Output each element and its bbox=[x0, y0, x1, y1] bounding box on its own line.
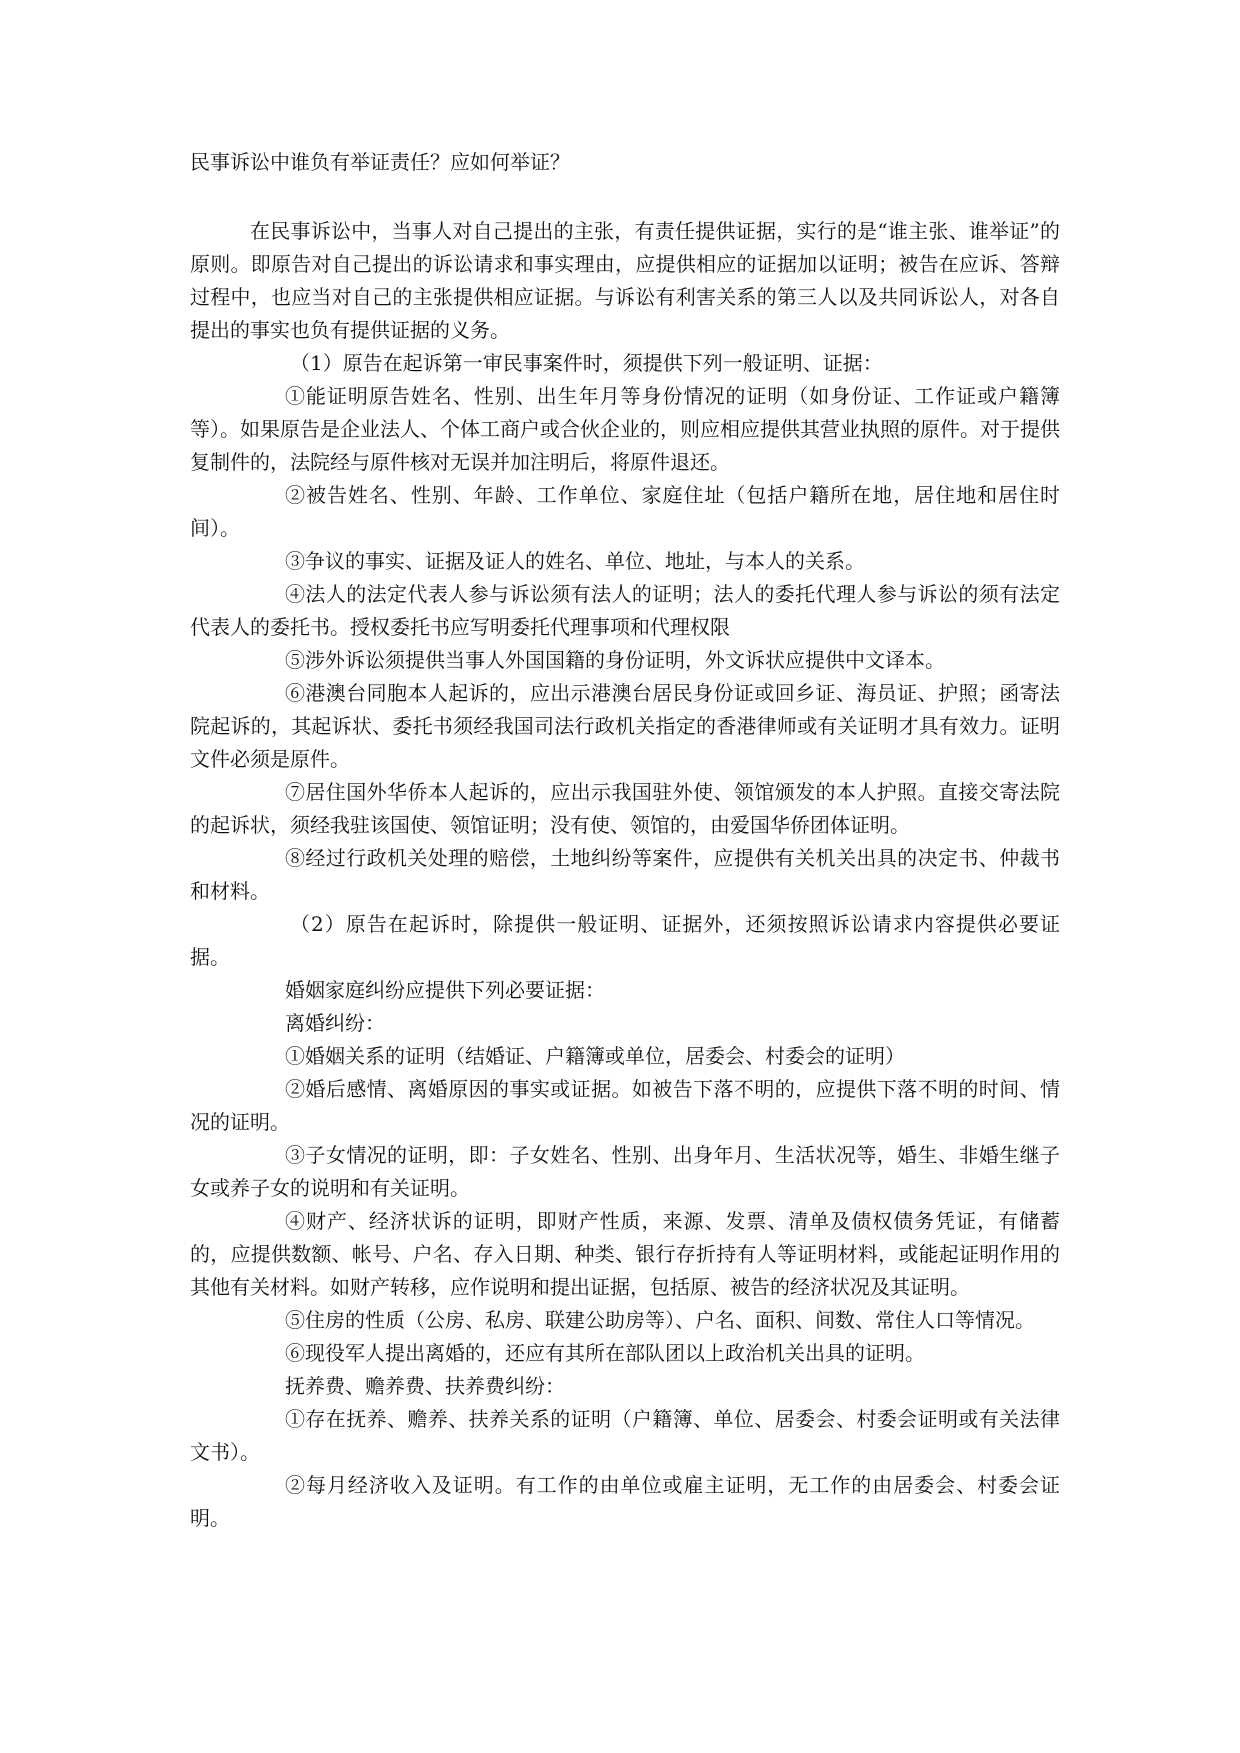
paragraph: ⑤涉外诉讼须提供当事人外国国籍的身份证明，外文诉状应提供中文译本。 bbox=[285, 648, 945, 672]
paragraph: ①能证明原告姓名、性别、出生年月等身份情况的证明（如身份证、工作证或户籍簿等）。如果原告是企业法人、个体工商户或合伙企业的，则应相应提供其营业执照的原件。对于提供复制件的，法院经与原件核对无误并加注明后，将原件退还。 bbox=[190, 384, 1060, 474]
paragraph: ②被告姓名、性别、年龄、工作单位、家庭住址（包括户籍所在地，居住地和居住时间）。 bbox=[190, 483, 1060, 540]
paragraph: 在民事诉讼中，当事人对自己提出的主张，有责任提供证据，实行的是“谁主张、谁举证”的原则。即原告对自己提出的诉讼请求和事实理由，应提供相应的证据加以证明；被告在应诉、答辩过程中，也应当对自己的主张提供相应证据。与诉讼有利害关系的第三人以及共同诉讼人，对各自提出的事实也负有提供证据的义务。 bbox=[190, 219, 1060, 342]
paragraph: ⑥港澳台同胞本人起诉的，应出示港澳台居民身份证或回乡证、海员证、护照；函寄法院起诉的，其起诉状、委托书须经我国司法行政机关指定的香港律师或有关证明才具有效力。证明文件必须是原件。 bbox=[190, 681, 1060, 771]
paragraph: ⑦居住国外华侨本人起诉的，应出示我国驻外使、领馆颁发的本人护照。直接交寄法院的起诉状，须经我驻该国使、领馆证明；没有使、领馆的，由爱国华侨团体证明。 bbox=[190, 780, 1060, 837]
paragraph: ⑥现役军人提出离婚的，还应有其所在部队团以上政治机关出具的证明。 bbox=[285, 1341, 925, 1365]
paragraph: ③子女情况的证明，即：子女姓名、性别、出身年月、生活状况等，婚生、非婚生继子女或养子女的说明和有关证明。 bbox=[190, 1143, 1060, 1200]
paragraph: 婚姻家庭纠纷应提供下列必要证据： bbox=[285, 978, 605, 1002]
paragraph: ②每月经济收入及证明。有工作的由单位或雇主证明，无工作的由居委会、村委会证明。 bbox=[190, 1473, 1060, 1530]
document-title: 民事诉讼中谁负有举证责任？应如何举证？ bbox=[190, 150, 570, 174]
paragraph: ⑧经过行政机关处理的赔偿，土地纠纷等案件，应提供有关机关出具的决定书、仲裁书和材料。 bbox=[190, 846, 1060, 903]
paragraph: ③争议的事实、证据及证人的姓名、单位、地址，与本人的关系。 bbox=[285, 549, 865, 573]
paragraph: 抚养费、赡养费、扶养费纠纷： bbox=[285, 1374, 565, 1398]
paragraph: ⑤住房的性质（公房、私房、联建公助房等）、户名、面积、间数、常住人口等情况。 bbox=[285, 1308, 1035, 1332]
paragraph: ①婚姻关系的证明（结婚证、户籍簿或单位，居委会、村委会的证明） bbox=[285, 1044, 905, 1068]
paragraph: （2）原告在起诉时，除提供一般证明、证据外，还须按照诉讼请求内容提供必要证据。 bbox=[190, 912, 1060, 969]
paragraph: 离婚纠纷： bbox=[285, 1011, 385, 1035]
document-body bbox=[190, 215, 1060, 1535]
paragraph: ④财产、经济状诉的证明，即财产性质，来源、发票、清单及债权债务凭证，有储蓄的，应提供数额、帐号、户名、存入日期、种类、银行存折持有人等证明材料，或能起证明作用的其他有关材料。如财产转移，应作说明和提出证据，包括原、被告的经济状况及其证明。 bbox=[190, 1209, 1060, 1299]
paragraph: （1）原告在起诉第一审民事案件时，须提供下列一般证明、证据： bbox=[290, 351, 883, 375]
paragraph: ②婚后感情、离婚原因的事实或证据。如被告下落不明的，应提供下落不明的时间、情况的证明。 bbox=[190, 1077, 1060, 1134]
paragraph: ①存在抚养、赡养、扶养关系的证明（户籍簿、单位、居委会、村委会证明或有关法律文书）。 bbox=[190, 1407, 1060, 1464]
paragraph: ④法人的法定代表人参与诉讼须有法人的证明；法人的委托代理人参与诉讼的须有法定代表人的委托书。授权委托书应写明委托代理事项和代理权限 bbox=[190, 582, 1060, 639]
